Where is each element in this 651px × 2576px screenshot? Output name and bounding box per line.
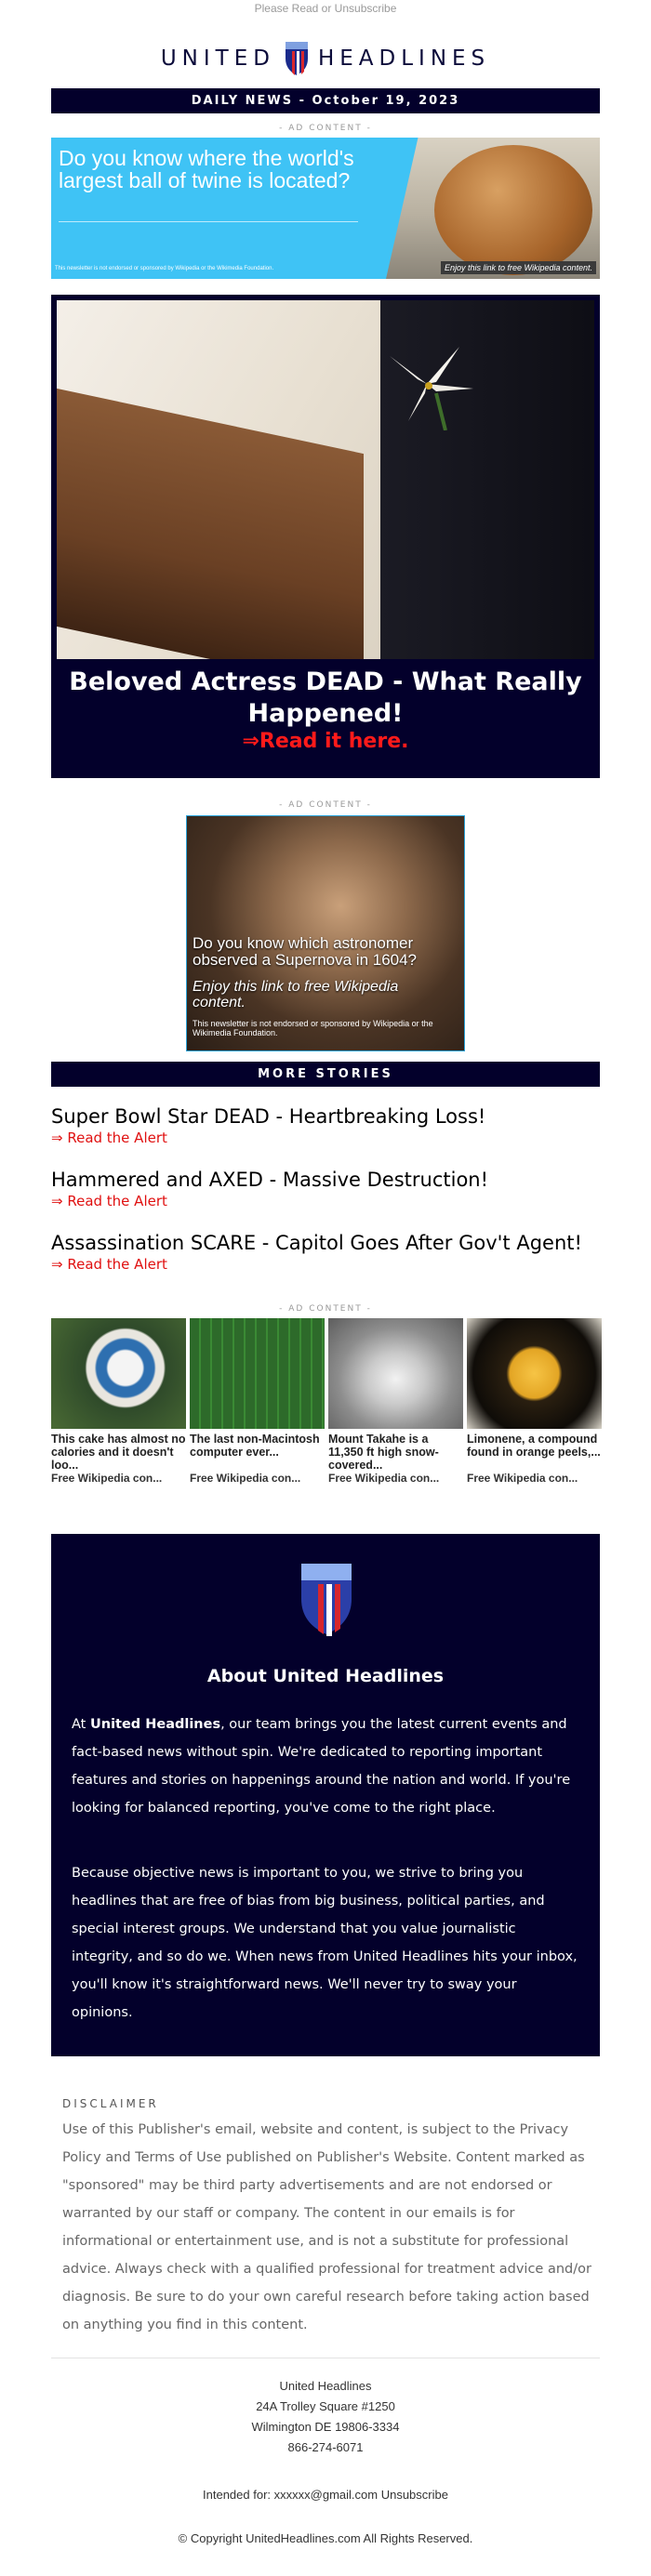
more-stories-band: MORE STORIES	[51, 1062, 600, 1087]
ad-astronomer-banner[interactable]	[186, 815, 465, 1051]
ad-twine-question: Do you know where the world's largest ball of twine is located?	[59, 146, 354, 192]
ad-disclaimer: This newsletter is not endorsed or sponsored by Wikipedia or the Wikimedia Foundation.	[193, 1019, 433, 1037]
logo-word-left: UNITED	[160, 46, 275, 71]
date-band: DAILY NEWS - October 19, 2023	[51, 88, 600, 113]
shield-logo-icon	[298, 1560, 355, 1638]
footer-city: Wilmington DE 19806-3334	[251, 2420, 400, 2434]
hero-story[interactable]	[51, 295, 600, 778]
ad-disclaimer: This newsletter is not endorsed or sponsored by Wikipedia or the Wikimedia Foundation.	[55, 266, 274, 271]
ad-content-label: - AD CONTENT -	[279, 124, 372, 133]
story-read-link[interactable]: ⇒ Read the Alert	[51, 1256, 167, 1273]
story-item[interactable]	[51, 1231, 600, 1274]
intended-for-line	[0, 2488, 651, 2502]
tile-source: Free Wikipedia con...	[51, 1472, 163, 1485]
tile-source: Free Wikipedia con...	[190, 1472, 301, 1485]
ad-content-label: - AD CONTENT -	[279, 1304, 372, 1314]
sponsored-tile[interactable]	[328, 1318, 463, 1497]
logo-word-right: HEADLINES	[317, 46, 491, 71]
disclaimer-label: DISCLAIMER	[62, 2097, 159, 2110]
story-title[interactable]: Hammered and AXED - Massive Destruction!	[51, 1169, 489, 1191]
sponsored-tile[interactable]	[190, 1318, 325, 1497]
intended-prefix: Intended for:	[203, 2488, 274, 2502]
tile-source: Free Wikipedia con...	[328, 1472, 440, 1485]
about-p1-before: At	[72, 1717, 90, 1732]
unsubscribe-link[interactable]: Unsubscribe	[380, 2488, 448, 2502]
tile-source: Free Wikipedia con...	[467, 1472, 578, 1485]
tile-title[interactable]: Limonene, a compound found in orange peels,...	[467, 1433, 601, 1459]
story-item[interactable]	[51, 1104, 600, 1147]
tile-title[interactable]: Mount Takahe is a 11,350 ft high snow-covered...	[328, 1433, 439, 1472]
twine-ball-image	[434, 145, 592, 275]
preheader-text[interactable]: Please Read or Unsubscribe	[254, 2, 397, 15]
lily-flower-icon	[371, 337, 483, 430]
copyright-text: © Copyright UnitedHeadlines.com All Rights Reserved.	[178, 2531, 473, 2545]
circuit-board-photo-icon[interactable]	[190, 1318, 325, 1429]
shield-logo-icon	[283, 40, 311, 77]
story-title[interactable]: Super Bowl Star DEAD - Heartbreaking Loss!	[51, 1105, 486, 1128]
about-brand-name: United Headlines	[89, 1717, 221, 1732]
ad-astronomer-question: Do you know which astronomer observed a Supernova in 1604?	[193, 934, 418, 969]
ad-content-label: - AD CONTENT -	[279, 800, 372, 810]
recipient-email: xxxxxx@gmail.com	[273, 2488, 379, 2502]
sponsored-tile[interactable]	[51, 1318, 186, 1497]
fruit-photo-icon[interactable]	[467, 1318, 602, 1429]
casket-image	[57, 389, 364, 659]
tile-title[interactable]: The last non-Macintosh computer ever...	[190, 1433, 320, 1459]
sponsored-tiles	[51, 1318, 600, 1497]
hero-image[interactable]	[57, 300, 594, 659]
brand-logo[interactable]	[0, 37, 651, 80]
about-paragraph-2: Because objective news is important to you, we strive to bring you headlines that are free of bias from big business, political parties, and special interest groups. We understand that you value journalistic integrity, and so do we. When news from United Headlines hits your inbox, you'll know it's straightforward news. We'll never try to sway your opinions.	[72, 1866, 578, 2020]
disclaimer-text: Use of this Publisher's email, website and content, is subject to the Privacy Policy and Terms of Use published on Publisher's Website. Content marked as "sponsored" may be third party advertisements and are not endorsed or warranted by our staff or company. The content in our emails is for informational or entertainment use, and is not a substitute for professional advice. Always check with a qualified professional for treatment advice and/or diagnosis. Be sure to do your own careful research before taking action based on anything you find in this content.	[62, 2122, 591, 2332]
hero-headline[interactable]: Beloved Actress DEAD - What Really Happened!	[69, 667, 582, 728]
ad-twine-banner[interactable]	[51, 138, 600, 279]
cake-photo-icon[interactable]	[51, 1318, 186, 1429]
about-p1-after: , our team brings you the latest current events and fact-based news without spin. We're dedicated to reporting important features and stories on happenings around the nation and world. If you're looking for balanced reporting, you've come to the right place.	[72, 1717, 571, 1816]
volcano-photo-icon[interactable]	[328, 1318, 463, 1429]
about-paragraph-1	[72, 1711, 579, 1822]
footer-phone: 866-274-6071	[287, 2440, 364, 2454]
story-item[interactable]	[51, 1168, 600, 1210]
story-read-link[interactable]: ⇒ Read the Alert	[51, 1193, 167, 1209]
about-section	[51, 1534, 600, 2056]
story-title[interactable]: Assassination SCARE - Capitol Goes After Gov't Agent!	[51, 1232, 582, 1254]
hero-read-link[interactable]: ⇒Read it here.	[242, 730, 409, 753]
sponsored-tile[interactable]	[467, 1318, 602, 1497]
ad-enjoy-link[interactable]: Enjoy this link to free Wikipedia content.	[193, 979, 399, 1011]
ad-enjoy-link[interactable]: Enjoy this link to free Wikipedia content.	[441, 261, 596, 274]
story-read-link[interactable]: ⇒ Read the Alert	[51, 1129, 167, 1146]
footer-company: United Headlines	[279, 2379, 372, 2393]
tile-title[interactable]: This cake has almost no calories and it doesn't loo...	[51, 1433, 186, 1472]
about-title: About United Headlines	[206, 1666, 445, 1686]
twine-photo	[386, 138, 600, 279]
footer-street: 24A Trolley Square #1250	[256, 2399, 395, 2413]
ad-divider	[59, 221, 358, 222]
